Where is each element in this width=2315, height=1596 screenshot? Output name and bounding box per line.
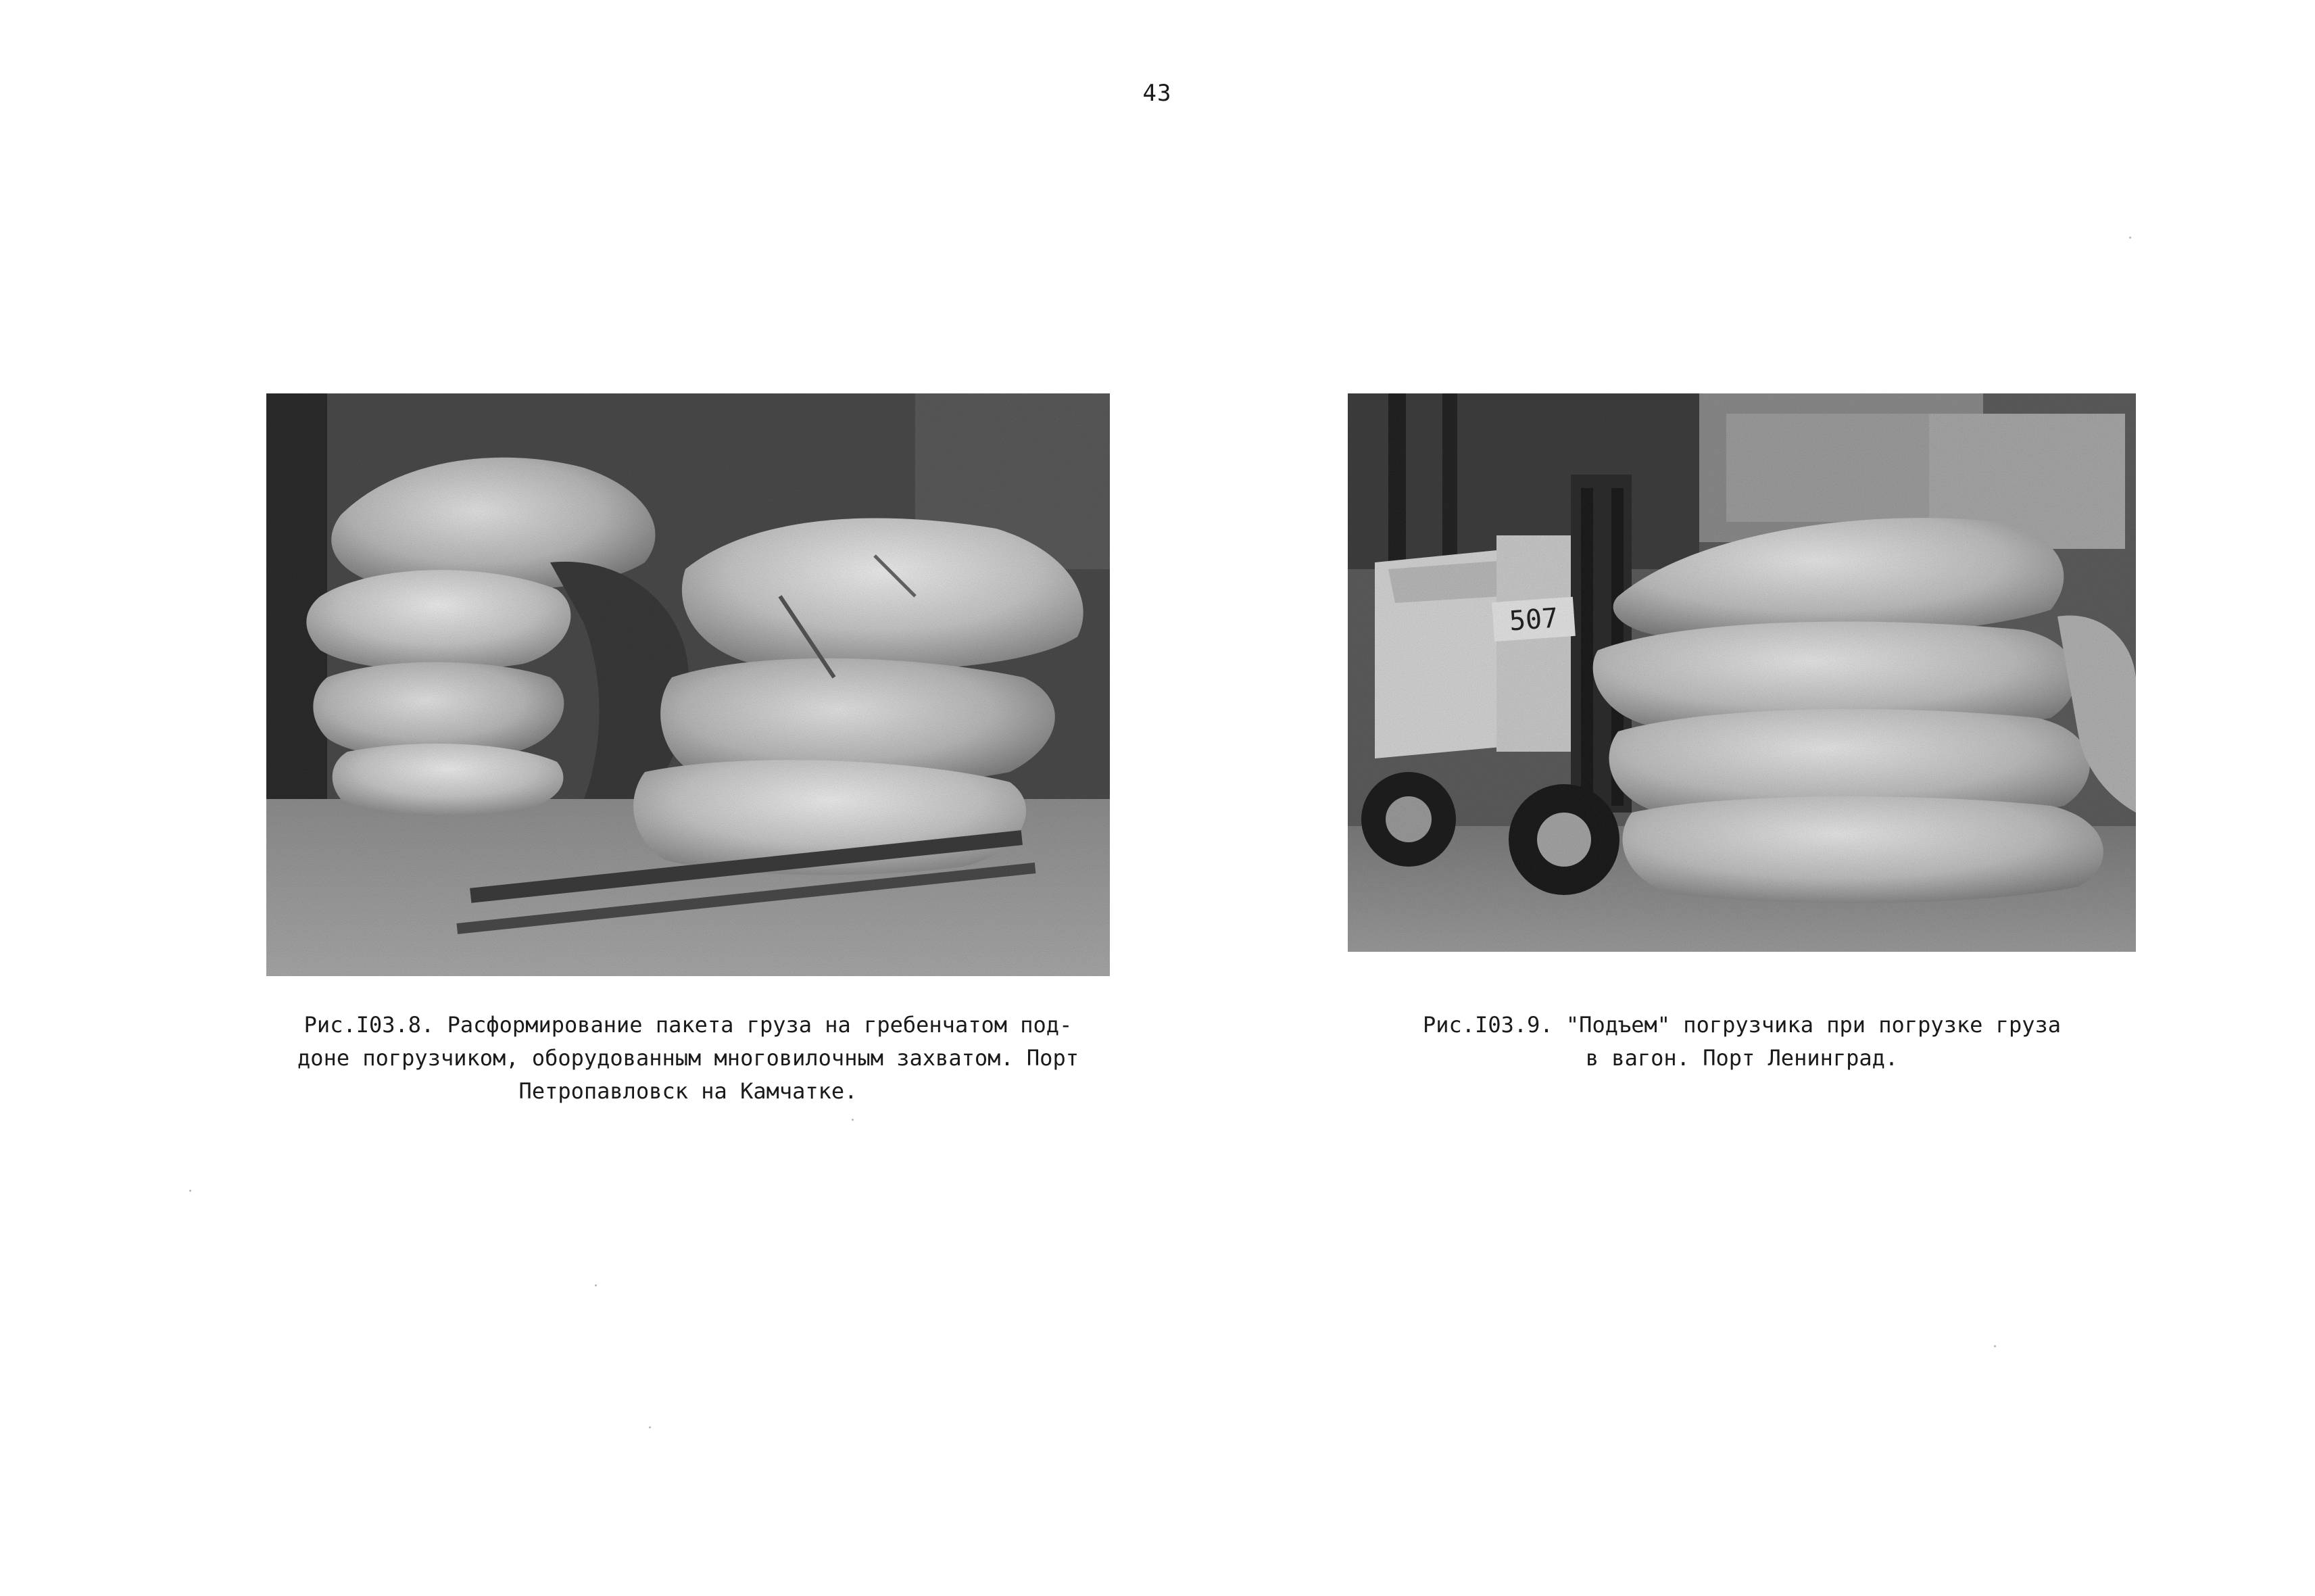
scan-speck	[595, 1284, 597, 1286]
forklift-photo	[1348, 393, 2136, 952]
scan-speck	[852, 1119, 854, 1121]
figure-photo-right	[1348, 393, 2136, 952]
figure-caption-left	[266, 1009, 1110, 1108]
figure-caption-right	[1348, 1009, 2136, 1075]
caption-line: в вагон. Порт Ленинград.	[1585, 1045, 1899, 1071]
scan-speck	[2129, 237, 2131, 239]
scan-speck	[649, 1426, 651, 1428]
caption-line: Рис.I03.8. Расформирование пакета груза на гребенчатом под-	[303, 1012, 1073, 1038]
page-number: 43	[1142, 80, 1172, 107]
vehicle-marking: 507	[1508, 602, 1559, 637]
scan-speck	[189, 1190, 191, 1192]
caption-line: Рис.I03.9. "Подъем" погрузчика при погрузке груза	[1422, 1012, 2061, 1038]
scan-speck	[1994, 1345, 1996, 1347]
caption-line: доне погрузчиком, оборудованным многовилочным захватом. Порт	[297, 1045, 1079, 1071]
sacks-photo	[266, 393, 1110, 976]
figure-photo-left	[266, 393, 1110, 976]
caption-line: Петропавловск на Камчатке.	[518, 1078, 858, 1104]
